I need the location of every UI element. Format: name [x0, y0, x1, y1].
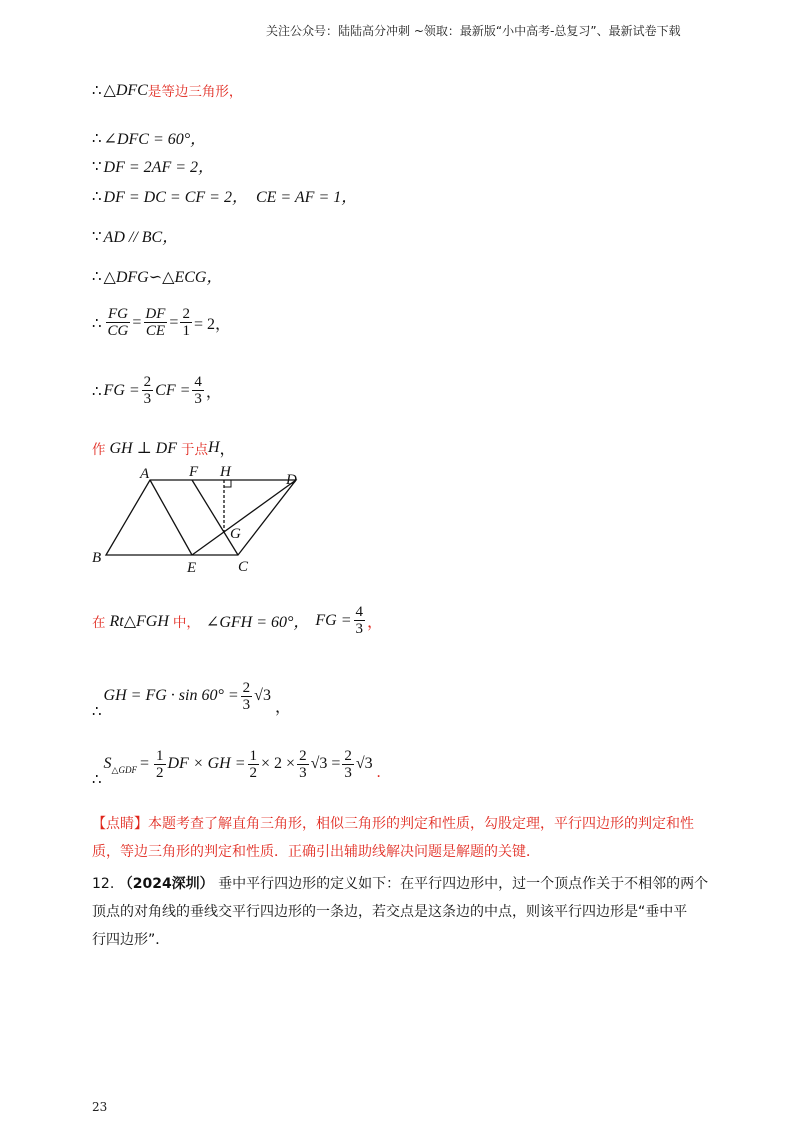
step-gh: [92, 672, 291, 720]
label-d: D: [286, 472, 297, 488]
fraction: $\frac{2}{3}$: [299, 747, 307, 781]
math-expression: × 2 ×: [261, 755, 296, 772]
comment-block: [92, 810, 712, 866]
page-header: 关注公众号：陆陆高分冲刺 ~领取：最新版“小中高考-总复习”、最新试卷下载: [266, 24, 681, 38]
right-angle-mark: [224, 480, 231, 487]
segment-de: [192, 480, 296, 555]
fraction: $\frac{2}{1}$: [182, 306, 190, 339]
problem-number: 12.: [92, 876, 115, 892]
because-symbol: ∵: [92, 156, 102, 175]
step-construct: [92, 436, 236, 459]
math-expression: S: [103, 755, 112, 772]
math-expression: FG =: [103, 381, 140, 399]
step-text: 是等边三角形，: [147, 84, 243, 100]
problem-line: [92, 870, 712, 898]
step-equilateral: [92, 80, 242, 100]
fraction: $\frac{4}{3}$: [194, 374, 202, 407]
because-symbol: ∵: [92, 226, 102, 245]
fraction: $\frac{2}{3}$: [143, 374, 152, 407]
parallelogram-figure: [86, 460, 316, 580]
label-c: C: [238, 559, 249, 575]
problem-line: 顶点的对角线的垂线交平行四边形的一条边，若交点是这条边的中点，则该平行四边形是“垂中平: [92, 904, 688, 920]
math-expression: CE = AF = 1，: [255, 189, 358, 206]
step-text: 中，: [172, 614, 200, 631]
math-expression: AD // BC，: [103, 229, 179, 246]
parallelogram-abcd: [106, 480, 296, 555]
segment-fc: [192, 480, 238, 555]
therefore-symbol: ∴: [92, 186, 102, 205]
therefore-symbol: ∴: [92, 266, 102, 285]
math-expression: GH = FG · sin 60° =: [103, 687, 239, 704]
math-expression: DF = DC = CF = 2，: [103, 189, 248, 206]
fraction: $\frac{1}{2}$: [156, 747, 164, 781]
therefore-symbol: ∴: [92, 702, 102, 720]
triangle-dfc: △DFC: [103, 82, 148, 99]
math-expression: △DFG∽△ECG，: [103, 269, 223, 286]
step-fg: [92, 374, 222, 407]
step-text: 在: [92, 614, 106, 631]
fraction: $\frac{2}{3}$: [344, 747, 352, 781]
math-expression: ，: [219, 441, 236, 458]
segment-ae: [150, 480, 192, 555]
therefore-symbol: ∴: [92, 313, 102, 332]
subscript: △GDF: [111, 764, 137, 775]
fraction: $\frac{2}{3}$: [242, 679, 251, 713]
label-a: A: [140, 466, 150, 482]
therefore-symbol: ∴: [92, 128, 102, 147]
fraction: $\frac{1}{2}$: [249, 747, 258, 781]
therefore-symbol: ∴: [92, 81, 102, 99]
step-area: ∴ S △GDF = $\frac{1}{2}$ DF × GH = $\frac{1}{2}$ × 2 × $\frac{2}{3}$ √3 = $\frac{2}{3}$ √3 .: [92, 747, 381, 788]
math-expression: ，: [367, 614, 384, 631]
step-text: 作: [92, 441, 106, 458]
math-expression: √3: [254, 687, 271, 704]
problem-line: 行四边形”．: [92, 932, 170, 948]
step-ratio: ∴ $\frac{FG}{CG}$ = $\frac{DF}{CE}$ = $\frac{2}{1}$ = 2，: [92, 306, 231, 339]
math-expression: ∠GFH = 60°，: [205, 614, 310, 631]
math-expression: Rt△FGH: [109, 612, 169, 630]
math-expression: ∠DFC = 60°，: [103, 131, 207, 148]
fraction: $\frac{4}{3}$: [355, 604, 364, 637]
math-expression: FG =: [315, 611, 352, 629]
math-expression: = 2，: [193, 316, 231, 333]
therefore-symbol: ∴: [92, 381, 102, 400]
step-lengths: [92, 184, 357, 207]
problem-source: （2024深圳）: [118, 876, 214, 892]
fraction: $\frac{DF}{CE}$: [145, 306, 166, 339]
math-expression: DF = 2AF = 2，: [103, 159, 215, 176]
step-text: 于点: [180, 441, 208, 458]
math-expression: √3 =: [310, 755, 341, 772]
comment-line: 质，等边三角形的判定和性质．正确引出辅助线解决问题是解题的关键．: [92, 844, 540, 860]
label-h: H: [220, 464, 231, 480]
step-similar: [92, 264, 222, 287]
label-e: E: [187, 560, 197, 576]
math-expression: DF × GH =: [167, 755, 246, 772]
step-df: [92, 154, 214, 177]
fraction: $\frac{FG}{CG}$: [107, 306, 129, 339]
problem-text: 垂中平行四边形的定义如下：在平行四边形中，过一个顶点作关于不相邻的两个: [218, 876, 709, 892]
math-expression: .: [376, 764, 381, 781]
math-expression: ，: [205, 384, 222, 401]
math-expression: GH ⊥ DF: [109, 439, 177, 457]
label-g: G: [230, 526, 241, 542]
point-h: H: [207, 438, 220, 456]
problem-12: [92, 870, 712, 954]
math-expression: √3: [355, 755, 373, 772]
label-b: B: [92, 550, 102, 566]
math-expression: ，: [274, 698, 291, 716]
step-parallel: [92, 224, 178, 247]
step-rt-triangle: [92, 604, 383, 637]
math-expression: CF =: [155, 381, 191, 399]
page-number: 23: [92, 1100, 108, 1114]
label-f: F: [189, 464, 199, 480]
comment-line: 【点睛】本题考查了解直角三角形，相似三角形的判定和性质，勾股定理，平行四边形的判定和性: [92, 816, 694, 832]
therefore-symbol: ∴: [92, 770, 102, 788]
step-angle-dfc: [92, 126, 206, 149]
